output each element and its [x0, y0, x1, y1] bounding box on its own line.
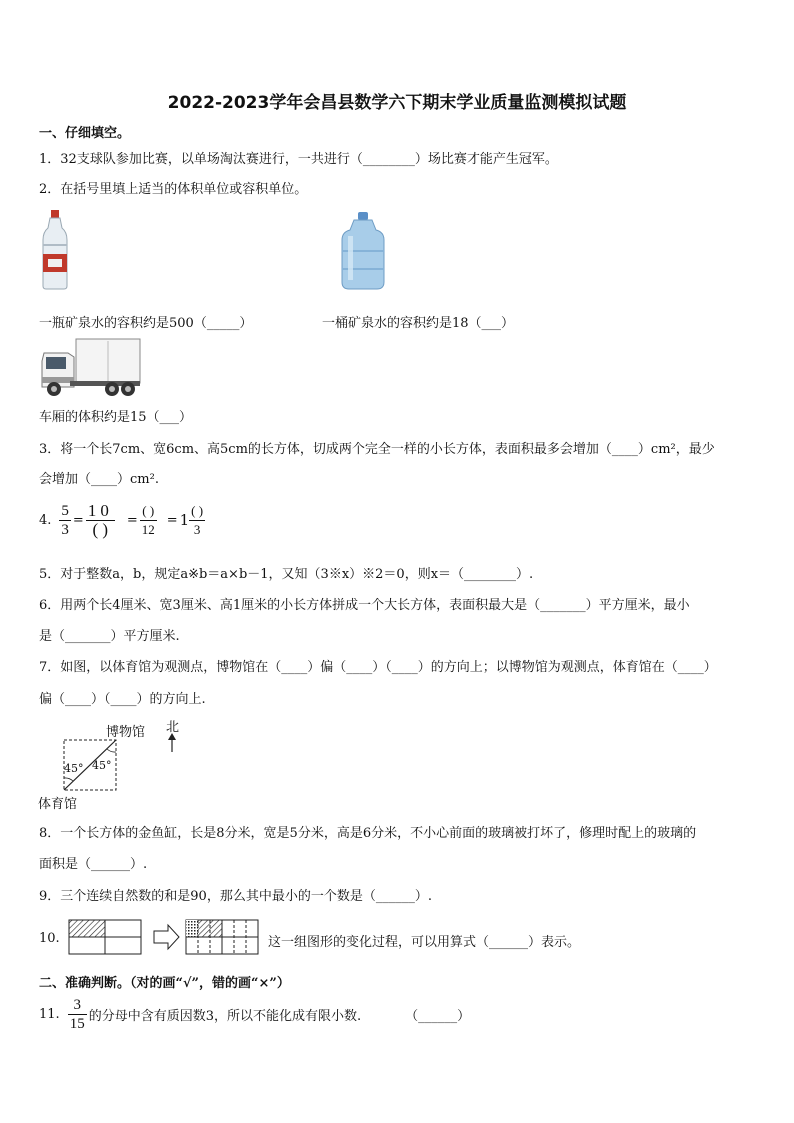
equals-sign: =: [72, 512, 84, 528]
gym-label: 体育馆: [38, 797, 78, 812]
question-11: [39, 994, 470, 1034]
question-11-blank: （______）: [405, 1008, 471, 1024]
question-5: 5．对于整数a，b，规定a※b＝a×b－1，又知（3※x）※2＝0，则x＝（________）.: [39, 567, 534, 582]
bottle-capacity-text: 一瓶矿泉水的容积约是500（_____）: [39, 316, 253, 331]
equals-sign: =: [166, 512, 178, 528]
truck-volume-text: 车厢的体积约是15（___）: [39, 410, 193, 425]
question-1: 1．32支球队参加比赛，以单场淘汰赛进行，一共进行（________）场比赛才能产生冠军。: [39, 152, 558, 167]
water-bottle-image: [40, 210, 70, 290]
question-11-text: 的分母中含有质因数3，所以不能化成有限小数.: [88, 1008, 362, 1024]
question-10-label: 10.: [39, 931, 60, 946]
angle-label-1: 45°: [64, 762, 84, 775]
section-heading-2: 二、准确判断。（对的画“√”，错的画“×”）: [39, 976, 290, 991]
fraction-3-15: $\frac{3}{15}$: [69, 996, 85, 1032]
fraction-5-3: $\frac{5}{3}$: [61, 502, 69, 538]
water-barrel-image: [340, 212, 386, 290]
question-4: [39, 500, 205, 540]
fraction-blank-12: $\frac{( )}{12}$: [141, 502, 155, 537]
direction-figure: [38, 716, 198, 812]
whole-number: 1: [179, 511, 190, 529]
question-6-line1: 6．用两个长4厘米、宽3厘米、高1厘米的小长方体拼成一个大长方体，表面积最大是（_______）平方厘米，最小: [39, 598, 690, 613]
question-7-line2: 偏（____）（____）的方向上.: [39, 692, 206, 707]
truck-image: [40, 337, 142, 399]
question-3-line1: 3．将一个长7cm、宽6cm、高5cm的长方体，切成两个完全一样的小长方体，表面积最多会增加（____）cm²，最少: [39, 442, 715, 457]
question-10-text: 这一组图形的变化过程，可以用算式（______）表示。: [268, 935, 581, 950]
north-label: 北: [166, 720, 180, 735]
barrel-capacity-text: 一桶矿泉水的容积约是18（___）: [322, 316, 515, 331]
question-2: 2．在括号里填上适当的体积单位或容积单位。: [39, 182, 308, 197]
angle-label-2: 45°: [92, 759, 112, 772]
fraction-10-blank: $\frac{10}{( )}$: [87, 500, 113, 539]
question-11-label: 11.: [39, 1006, 60, 1022]
question-6-line2: 是（_______）平方厘米.: [39, 629, 180, 644]
museum-label: 博物馆: [106, 725, 146, 740]
page-title: 2022-2023学年会昌县数学六下期末学业质量监测模拟试题: [167, 93, 627, 113]
question-8-line2: 面积是（______）.: [39, 857, 148, 872]
question-3-line2: 会增加（____）cm².: [39, 472, 159, 487]
question-7-line1: 7．如图，以体育馆为观测点，博物馆在（____）偏（____）（____）的方向上；以博物馆为观测点，体育馆在（____）: [39, 660, 717, 675]
fraction-model-figure: [68, 918, 264, 958]
question-9: 9．三个连续自然数的和是90，那么其中最小的一个数是（______）.: [39, 889, 432, 904]
section-heading-1: 一、仔细填空。: [39, 126, 131, 141]
question-4-label: 4.: [39, 512, 52, 528]
question-8-line1: 8．一个长方体的金鱼缸，长是8分米，宽是5分米，高是6分米，不小心前面的玻璃被打坏了，修理时配上的玻璃的: [39, 826, 697, 841]
equals-sign: =: [126, 512, 138, 528]
fraction-blank-3: $\frac{( )}{3}$: [191, 502, 204, 537]
